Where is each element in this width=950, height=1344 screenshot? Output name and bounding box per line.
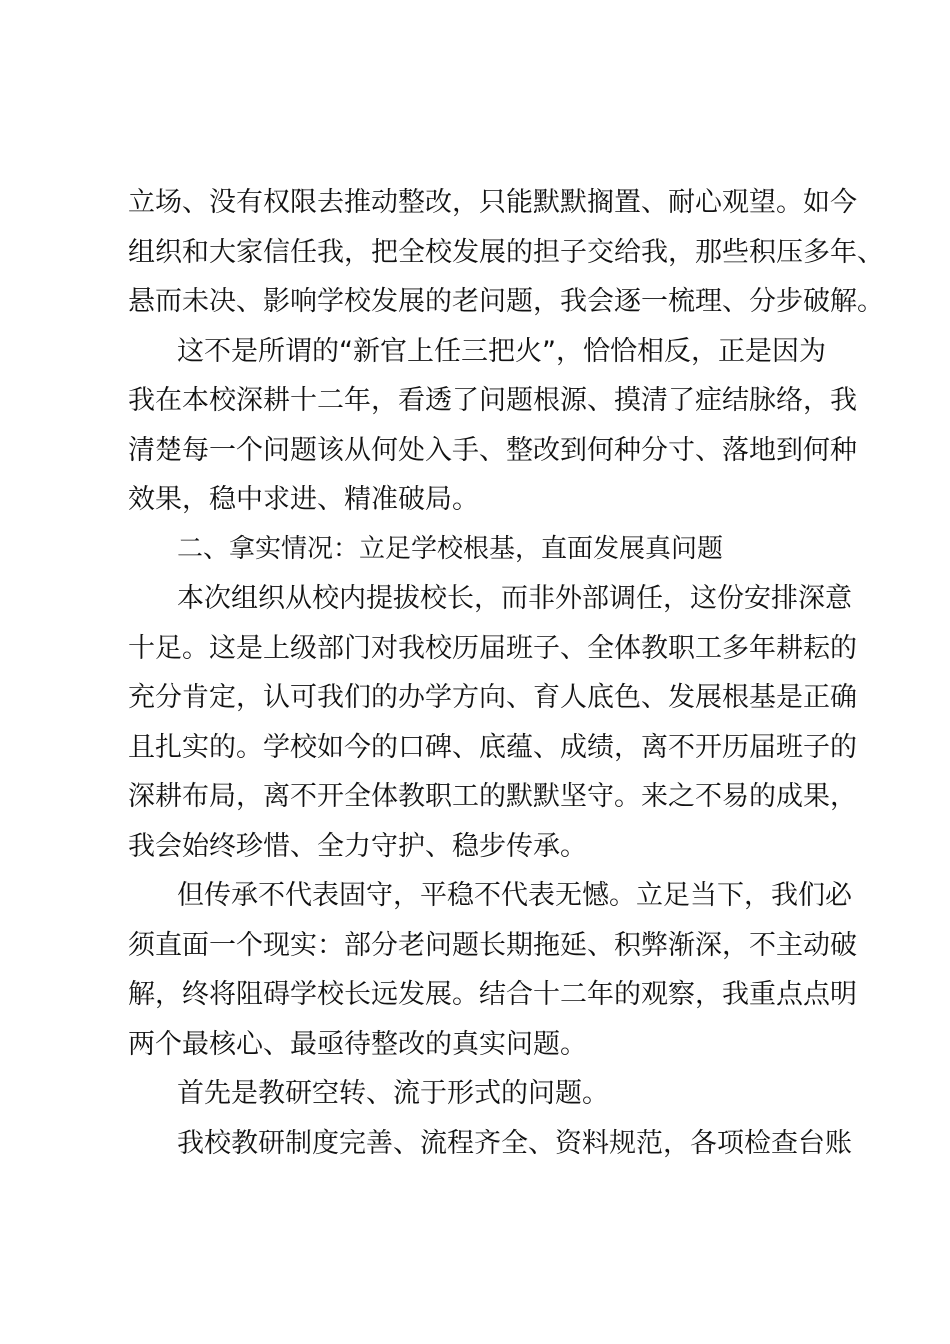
text-line: 深耕布局，离不开全体教职工的默默坚守。来之不易的成果， bbox=[128, 781, 857, 812]
text-line: 清楚每一个问题该从何处入手、整改到何种分寸、落地到何种 bbox=[128, 434, 857, 466]
text-line: 我校教研制度完善、流程齐全、资料规范，各项检查台账 bbox=[177, 1127, 852, 1159]
text-line: 效果，稳中求进、精准破局。 bbox=[128, 484, 479, 515]
text-line: 解，终将阻碍学校长远发展。结合十二年的观察，我重点点明 bbox=[128, 979, 857, 1010]
text-line: 但传承不代表固守，平稳不代表无憾。立足当下，我们必 bbox=[177, 880, 852, 911]
text-line: 我在本校深耕十二年，看透了问题根源、摸清了症结脉络，我 bbox=[128, 385, 857, 416]
text-line: 充分肯定，认可我们的办学方向、育人底色、发展根基是正确 bbox=[128, 682, 857, 713]
text-line: 这不是所谓的“新官上任三把火”，恰恰相反，正是因为 bbox=[177, 335, 826, 367]
text-line: 首先是教研空转、流于形式的问题。 bbox=[177, 1078, 609, 1109]
text-line: 须直面一个现实：部分老问题长期拖延、积弊渐深，不主动破 bbox=[128, 929, 857, 961]
text-line: 且扎实的。学校如今的口碑、底蕴、成绩，离不开历届班子的 bbox=[128, 731, 857, 763]
text-line: 我会始终珍惜、全力守护、稳步传承。 bbox=[128, 830, 587, 862]
section-heading: 二、拿实情况：立足学校根基，直面发展真问题 bbox=[177, 533, 724, 564]
text-line: 本次组织从校内提拔校长，而非外部调任，这份安排深意 bbox=[177, 583, 852, 614]
document-body bbox=[128, 178, 884, 1168]
text-line: 组织和大家信任我，把全校发展的担子交给我，那些积压多年、 bbox=[128, 236, 884, 268]
text-line: 悬而未决、影响学校发展的老问题，我会逐一梳理、分步破解。 bbox=[128, 286, 884, 317]
text-line: 两个最核心、最亟待整改的真实问题。 bbox=[128, 1028, 587, 1060]
text-line: 立场、没有权限去推动整改，只能默默搁置、耐心观望。如今 bbox=[128, 187, 857, 218]
text-line: 十足。这是上级部门对我校历届班子、全体教职工多年耕耘的 bbox=[128, 632, 857, 664]
